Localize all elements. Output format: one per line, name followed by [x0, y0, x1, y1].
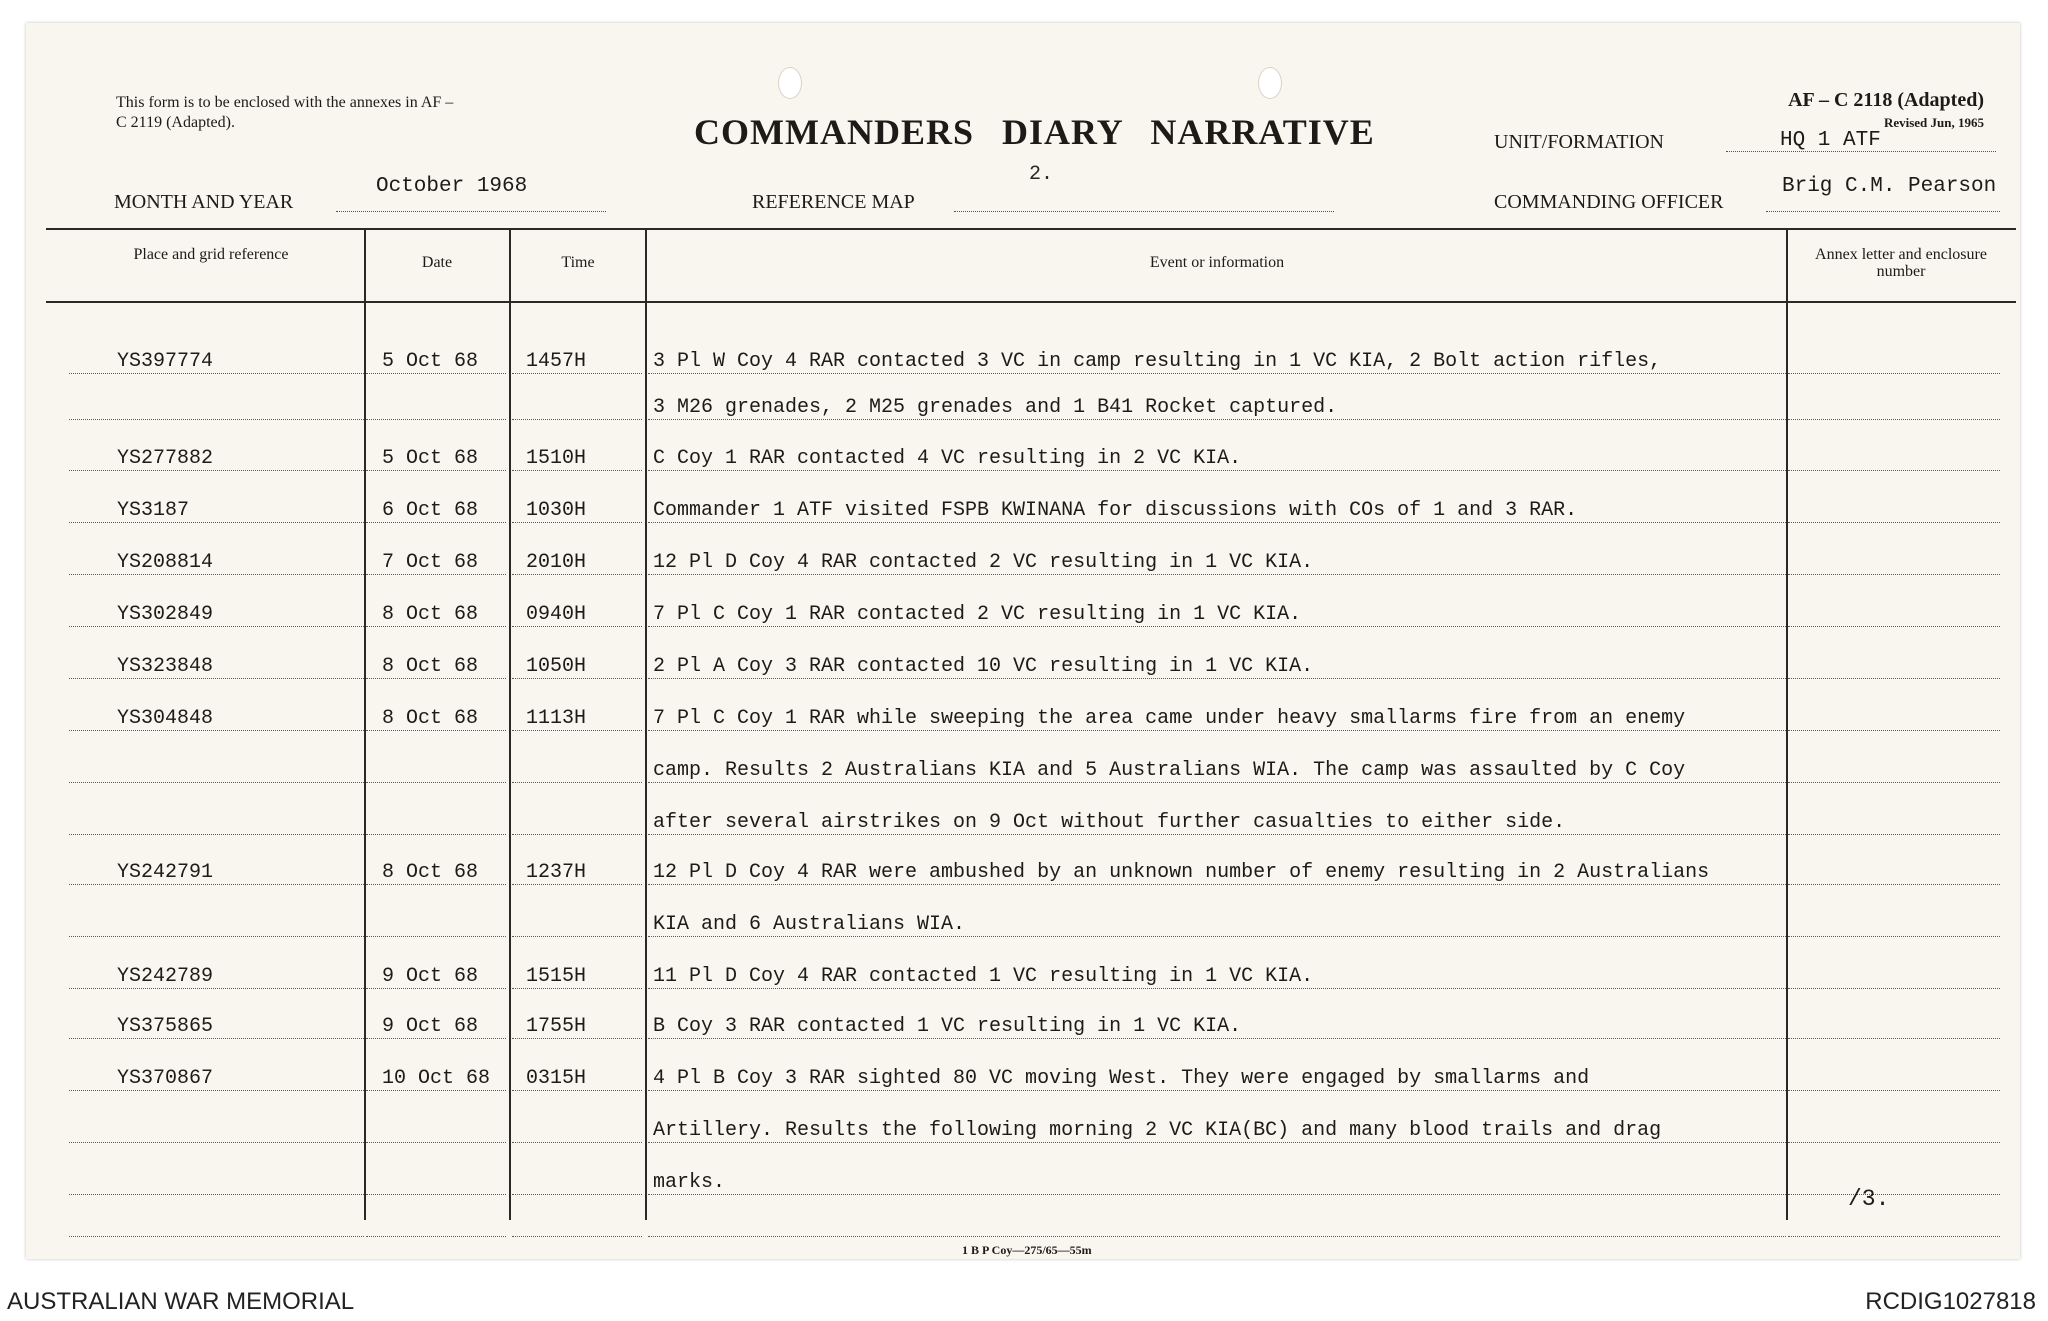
table-top-rule	[46, 228, 2016, 230]
date-cell	[366, 913, 506, 937]
annex-cell	[1788, 349, 2000, 374]
time-cell: 1457H	[512, 350, 642, 374]
place-cell: YS375865	[69, 1015, 364, 1039]
time-cell	[512, 913, 642, 937]
annex-cell	[1788, 395, 2000, 420]
place-cell: YS242789	[69, 965, 364, 989]
annex-cell	[1788, 810, 2000, 835]
date-cell: 7 Oct 68	[366, 551, 506, 575]
date-cell: 8 Oct 68	[366, 655, 506, 679]
annex-cell	[1788, 758, 2000, 783]
month-year-value: October 1968	[376, 175, 528, 198]
event-cell: 12 Pl D Coy 4 RAR were ambushed by an unknown number of enemy resulting in 2 Australians	[648, 861, 1786, 885]
document-title: COMMANDERS DIARY NARRATIVE	[694, 112, 1375, 152]
time-cell: 0315H	[512, 1067, 642, 1091]
annex-cell	[1788, 654, 2000, 679]
date-cell	[366, 396, 506, 420]
event-cell: 3 M26 grenades, 2 M25 grenades and 1 B41 Rocket captured.	[648, 396, 1786, 420]
table-row	[46, 655, 2016, 679]
time-cell: 1237H	[512, 861, 642, 885]
table-row	[46, 1067, 2016, 1091]
annex-cell	[1788, 912, 2000, 937]
event-cell: 2 Pl A Coy 3 RAR contacted 10 VC resulting in 1 VC KIA.	[648, 655, 1786, 679]
time-cell: 0940H	[512, 603, 642, 627]
place-cell	[69, 1171, 364, 1195]
event-cell: 7 Pl C Coy 1 RAR while sweeping the area came under heavy smallarms fire from an enemy	[648, 707, 1786, 731]
date-cell	[366, 759, 506, 783]
reference-map-line	[954, 211, 1334, 212]
place-cell	[69, 811, 364, 835]
table-row	[46, 350, 2016, 374]
column-header-annex: Annex letter and enclosure number	[1815, 246, 1987, 280]
place-cell	[69, 913, 364, 937]
time-cell: 1755H	[512, 1015, 642, 1039]
event-cell: 12 Pl D Coy 4 RAR contacted 2 VC resulting in 1 VC KIA.	[648, 551, 1786, 575]
event-cell: 11 Pl D Coy 4 RAR contacted 1 VC resulting in 1 VC KIA.	[648, 965, 1786, 989]
table-row	[46, 965, 2016, 989]
printer-note: 1 B P Coy—275/65—55m	[962, 1243, 1092, 1257]
form-code: AF – C 2118 (Adapted)	[1788, 89, 1984, 111]
commanding-officer-label: COMMANDING OFFICER	[1494, 191, 1724, 213]
place-cell: YS323848	[69, 655, 364, 679]
column-header-date: Date	[421, 254, 453, 271]
annex-cell	[1788, 860, 2000, 885]
time-cell	[512, 396, 642, 420]
punch-hole	[1258, 67, 1282, 99]
event-cell: after several airstrikes on 9 Oct without further casualties to either side.	[648, 811, 1786, 835]
commanding-officer-line	[1766, 211, 2000, 212]
time-cell	[512, 1119, 642, 1143]
event-cell: 4 Pl B Coy 3 RAR sighted 80 VC moving West. They were engaged by smallarms and	[648, 1067, 1786, 1091]
date-cell	[366, 1213, 506, 1237]
place-cell: YS277882	[69, 447, 364, 471]
annex-cell	[1788, 550, 2000, 575]
date-cell: 8 Oct 68	[366, 603, 506, 627]
place-cell	[69, 396, 364, 420]
date-cell	[366, 1171, 506, 1195]
event-cell: Commander 1 ATF visited FSPB KWINANA for discussions with COs of 1 and 3 RAR.	[648, 499, 1786, 523]
time-cell: 1113H	[512, 707, 642, 731]
time-cell	[512, 811, 642, 835]
table-row	[46, 861, 2016, 885]
table-row	[46, 913, 2016, 937]
punch-hole	[778, 67, 802, 99]
unit-formation-label: UNIT/FORMATION	[1494, 131, 1664, 153]
annex-page-reference: /3.	[1848, 1186, 1890, 1212]
footer-institution: AUSTRALIAN WAR MEMORIAL	[7, 1288, 355, 1315]
annex-cell	[1788, 1118, 2000, 1143]
place-cell: YS242791	[69, 861, 364, 885]
place-cell	[69, 1119, 364, 1143]
form-revised: Revised Jun, 1965	[1883, 115, 1984, 130]
table-row	[46, 759, 2016, 783]
date-cell: 9 Oct 68	[366, 965, 506, 989]
enclosed-note: This form is to be enclosed with the annexes in AF – C 2119 (Adapted).	[116, 94, 454, 131]
table-row	[46, 396, 2016, 420]
time-cell: 2010H	[512, 551, 642, 575]
time-cell	[512, 1213, 642, 1237]
place-cell	[69, 759, 364, 783]
annex-cell	[1788, 1014, 2000, 1039]
table-row	[46, 1171, 2016, 1195]
date-cell	[366, 811, 506, 835]
column-header-event: Event or information	[1149, 254, 1285, 271]
date-cell: 5 Oct 68	[366, 447, 506, 471]
place-cell: YS304848	[69, 707, 364, 731]
table-row	[46, 1015, 2016, 1039]
date-cell	[366, 1119, 506, 1143]
annex-cell	[1788, 964, 2000, 989]
event-cell: 3 Pl W Coy 4 RAR contacted 3 VC in camp resulting in 1 VC KIA, 2 Bolt action rifles,	[648, 350, 1786, 374]
unit-formation-value: HQ 1 ATF	[1780, 129, 1881, 152]
place-cell: YS370867	[69, 1067, 364, 1091]
month-year-label: MONTH AND YEAR	[114, 191, 294, 213]
annex-cell	[1788, 1212, 2000, 1237]
event-cell: 7 Pl C Coy 1 RAR contacted 2 VC resulting in 1 VC KIA.	[648, 603, 1786, 627]
event-cell: C Coy 1 RAR contacted 4 VC resulting in 2 VC KIA.	[648, 447, 1786, 471]
table-row	[46, 551, 2016, 575]
place-cell: YS208814	[69, 551, 364, 575]
annex-cell	[1788, 602, 2000, 627]
date-cell: 9 Oct 68	[366, 1015, 506, 1039]
place-cell: YS3187	[69, 499, 364, 523]
time-cell	[512, 1171, 642, 1195]
header-bottom-rule	[46, 301, 2016, 303]
event-cell: camp. Results 2 Australians KIA and 5 Australians WIA. The camp was assaulted by C Coy	[648, 759, 1786, 783]
reference-map-label: REFERENCE MAP	[752, 191, 915, 213]
column-header-place: Place and grid reference	[133, 246, 289, 263]
event-cell: B Coy 3 RAR contacted 1 VC resulting in 1 VC KIA.	[648, 1015, 1786, 1039]
event-cell: marks.	[648, 1171, 1786, 1195]
table-row	[46, 811, 2016, 835]
annex-cell	[1788, 1170, 2000, 1195]
time-cell	[512, 759, 642, 783]
time-cell: 1050H	[512, 655, 642, 679]
annex-cell	[1788, 1066, 2000, 1091]
month-year-line	[336, 211, 606, 212]
table-row	[46, 603, 2016, 627]
place-cell: YS397774	[69, 350, 364, 374]
annex-cell	[1788, 498, 2000, 523]
date-cell: 5 Oct 68	[366, 350, 506, 374]
time-cell: 1510H	[512, 447, 642, 471]
table-row	[46, 499, 2016, 523]
annex-cell	[1788, 706, 2000, 731]
event-cell	[648, 1213, 1786, 1237]
table-row	[46, 1213, 2016, 1237]
footer-record-id: RCDIG1027818	[1865, 1288, 2036, 1315]
event-cell: Artillery. Results the following morning 2 VC KIA(BC) and many blood trails and drag	[648, 1119, 1786, 1143]
table-row	[46, 707, 2016, 731]
commanding-officer-value: Brig C.M. Pearson	[1782, 175, 1997, 198]
narrative-table	[46, 228, 2016, 1228]
column-header-time: Time	[561, 254, 595, 271]
time-cell: 1030H	[512, 499, 642, 523]
date-cell: 8 Oct 68	[366, 707, 506, 731]
event-cell: KIA and 6 Australians WIA.	[648, 913, 1786, 937]
table-row	[46, 1119, 2016, 1143]
annex-cell	[1788, 446, 2000, 471]
time-cell: 1515H	[512, 965, 642, 989]
date-cell: 8 Oct 68	[366, 861, 506, 885]
date-cell: 10 Oct 68	[366, 1067, 506, 1091]
place-cell: YS302849	[69, 603, 364, 627]
date-cell: 6 Oct 68	[366, 499, 506, 523]
table-row	[46, 447, 2016, 471]
diary-sheet	[26, 23, 2020, 1259]
place-cell	[69, 1213, 364, 1237]
page-number: 2.	[1029, 163, 1054, 186]
